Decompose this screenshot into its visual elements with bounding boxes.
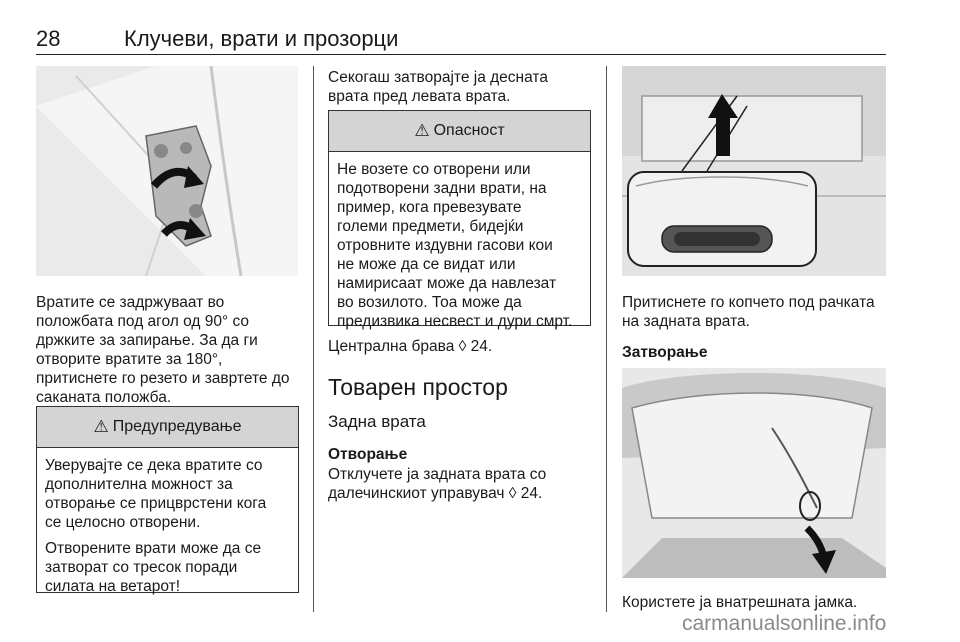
text-line: дополнителна можност за (45, 476, 233, 493)
body-line: Вратите се задржуваат во (36, 294, 225, 311)
danger-header (329, 111, 590, 152)
text-line: Отворените врати може да се (45, 540, 262, 557)
body-line: Отклучете ја задната врата со (328, 466, 547, 483)
danger-body (329, 152, 590, 331)
closing-heading: Затворање (622, 344, 708, 361)
text-line: не може да се видат или (337, 256, 516, 273)
page-title: Клучеви, врати и прозорци (124, 26, 399, 51)
body-line: Притиснете го копчето под рачката (622, 294, 875, 311)
tailgate-closing-illustration (622, 368, 886, 578)
text-line: во возилото. Тоа може да (337, 294, 522, 311)
text-line: големи предмети, бидејќи (337, 218, 524, 235)
warning-triangle-icon: ⚠ (93, 417, 109, 436)
warning-paragraph (45, 456, 290, 532)
section-heading: Товарен простор (328, 374, 508, 400)
col1-body (36, 293, 304, 407)
danger-box (328, 110, 591, 330)
subsection-heading: Задна врата (328, 412, 426, 431)
opening-heading: Отворање (328, 446, 408, 463)
body-line: на задната врата. (622, 313, 750, 330)
watermark: carmanualsonline.info (682, 612, 887, 635)
text-line: предизвика несвест и дури смрт. (337, 313, 573, 330)
caption1 (622, 293, 892, 331)
body-line: далечинскиот управувач ◊ 24. (328, 485, 543, 502)
col2-intro (328, 68, 598, 106)
text-line: отворање се прицврстени кога (45, 495, 267, 512)
warning-triangle-icon: ⚠ (414, 121, 430, 140)
page-number: 28 (36, 26, 61, 51)
tailgate-handle-illustration (622, 66, 886, 276)
text-line: се целосно отворени. (45, 514, 201, 531)
warning-paragraph (45, 539, 290, 596)
central-lock-ref: Централна брава ◊ 24. (328, 338, 493, 355)
text-line: подотворени задни врати, на (337, 180, 547, 197)
text-line: Не возете со отворени или (337, 161, 531, 178)
text-line: отровните издувни гасови кои (337, 237, 553, 254)
text-line: Уверувајте се дека вратите со (45, 457, 263, 474)
text-line: пример, кога превезувате (337, 199, 522, 216)
body-line: Секогаш затворајте ја десната (328, 69, 548, 86)
column-divider (606, 66, 607, 612)
body-line: саканата положба. (36, 389, 172, 406)
danger-title: Опасност (433, 122, 505, 139)
column-divider (313, 66, 314, 612)
text-line: силата на ветарот! (45, 578, 181, 595)
page-header (36, 24, 886, 55)
body-line: врата пред левата врата. (328, 88, 511, 105)
warning-title: Предупредување (112, 418, 242, 435)
door-hinge-illustration (36, 66, 298, 276)
body-line: држките за запирање. За да ги (36, 332, 258, 349)
warning-header (37, 407, 298, 448)
caption2: Користете ја внатрешната јамка. (622, 594, 858, 611)
opening-body (328, 465, 598, 503)
warning-body (37, 448, 298, 596)
warning-box (36, 406, 299, 593)
body-line: отворите вратите за 180°, (36, 351, 223, 368)
text-line: затворат со тресок поради (45, 559, 238, 576)
text-line: намирисаат може да навлезат (337, 275, 557, 292)
body-line: положбата под агол од 90° со (36, 313, 250, 330)
body-line: притиснете го резето и завртете до (36, 370, 290, 387)
